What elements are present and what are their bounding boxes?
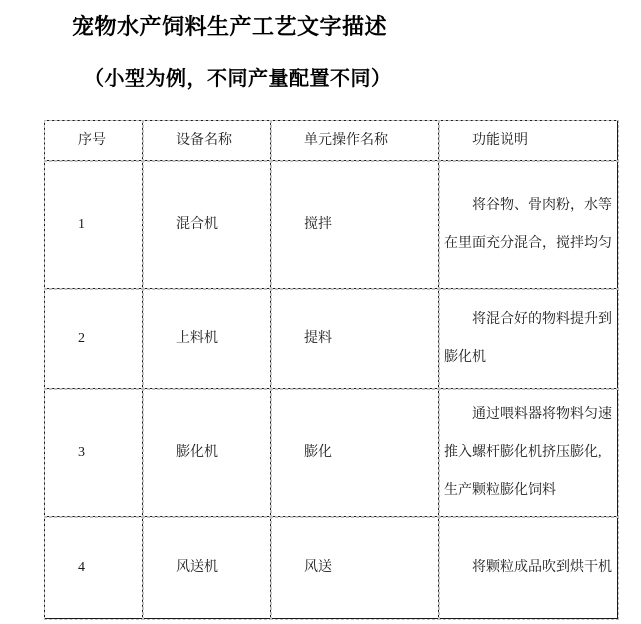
table-header-row <box>45 121 618 161</box>
cell-operation: 提料 <box>271 289 439 389</box>
table-row <box>45 517 618 619</box>
header-equipment: 设备名称 <box>143 121 271 161</box>
table-row <box>45 389 618 517</box>
cell-no: 2 <box>45 289 143 389</box>
cell-equipment: 混合机 <box>143 161 271 289</box>
cell-equipment: 膨化机 <box>143 389 271 517</box>
cell-function: 通过喂料器将物料匀速推入螺杆膨化机挤压膨化,生产颗粒膨化饲料 <box>439 389 618 517</box>
cell-no: 4 <box>45 517 143 619</box>
cell-no: 1 <box>45 161 143 289</box>
cell-operation: 搅拌 <box>271 161 439 289</box>
page-title: 宠物水产饲料生产工艺文字描述 <box>72 14 388 39</box>
cell-function: 将颗粒成品吹到烘干机 <box>439 517 618 619</box>
header-operation: 单元操作名称 <box>271 121 439 161</box>
cell-operation: 膨化 <box>271 389 439 517</box>
header-no: 序号 <box>45 121 143 161</box>
page-subtitle: （小型为例，不同产量配置不同） <box>84 68 392 90</box>
cell-operation: 风送 <box>271 517 439 619</box>
cell-function: 将混合好的物料提升到膨化机 <box>439 289 618 389</box>
process-table <box>44 120 618 619</box>
header-function: 功能说明 <box>439 121 618 161</box>
cell-equipment: 风送机 <box>143 517 271 619</box>
cell-equipment: 上料机 <box>143 289 271 389</box>
cell-function: 将谷物、骨肉粉，水等在里面充分混合，搅拌均匀 <box>439 161 618 289</box>
table-row <box>45 289 618 389</box>
cell-no: 3 <box>45 389 143 517</box>
table-row <box>45 161 618 289</box>
